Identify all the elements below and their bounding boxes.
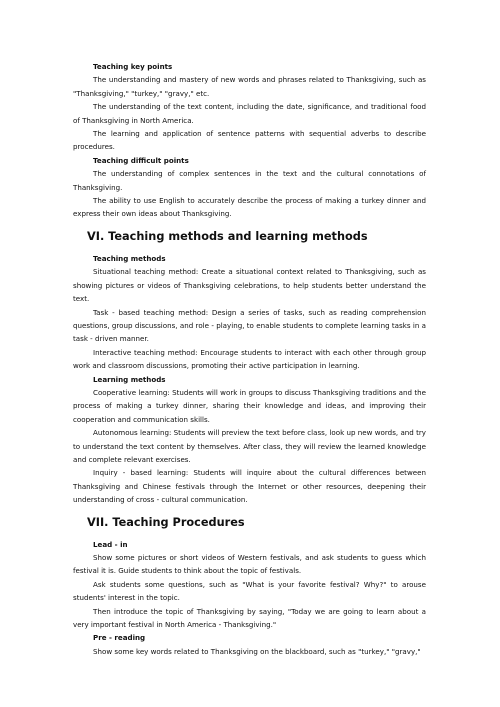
subheading-lead-in: Lead - in xyxy=(93,539,128,549)
paragraph: Inquiry - based learning: Students will inquire about the cultural differences between Thanksgiving and Chinese festivals through the Internet or other resources, deepening their understanding of cross - cultural communication. xyxy=(73,468,426,505)
paragraph: Show some key words related to Thanksgiving on the blackboard, such as "turkey," "gravy," xyxy=(93,646,421,656)
paragraph: Ask students some questions, such as "What is your favorite festival? Why?" to arouse students' interest in the topic. xyxy=(73,579,426,603)
subheading-difficult-points: Teaching difficult points xyxy=(93,155,189,165)
paragraph: Then introduce the topic of Thanksgiving by saying, "Today we are going to learn about a very important festival in North America - Thanksgiving." xyxy=(73,606,426,630)
paragraph: The ability to use English to accurately describe the process of making a turkey dinner and express their own ideas about Thanksgiving. xyxy=(73,196,426,219)
section-heading-methods: VI. Teaching methods and learning methods xyxy=(87,229,368,243)
paragraph: The understanding and mastery of new words and phrases related to Thanksgiving, such as "Thanksgiving," "turkey," "gravy," etc. xyxy=(73,75,426,98)
paragraph: Cooperative learning: Students will work in groups to discuss Thanksgiving traditions and the process of making a turkey dinner, sharing their knowledge and ideas, and improving their cooperation and communication skills. xyxy=(73,387,426,424)
subheading-learning-methods: Learning methods xyxy=(93,374,166,384)
paragraph: The understanding of the text content, including the date, significance, and traditional food of Thanksgiving in North America. xyxy=(73,102,426,125)
subheading-teaching-methods: Teaching methods xyxy=(93,253,166,263)
document-page xyxy=(73,60,426,658)
paragraph: The learning and application of sentence patterns with sequential adverbs to describe procedures. xyxy=(73,129,426,152)
paragraph: Task - based teaching method: Design a series of tasks, such as reading comprehension questions, group discussions, and role - playing, to enable students to complete learning tasks in a task - driven manner. xyxy=(73,307,426,344)
paragraph: The understanding of complex sentences in the text and the cultural connotations of Thanksgiving. xyxy=(73,169,426,192)
paragraph: Autonomous learning: Students will preview the text before class, look up new words, and try to understand the text content by themselves. After class, they will review the learned knowledge and complete relevant exercises. xyxy=(73,428,426,464)
paragraph: Situational teaching method: Create a situational context related to Thanksgiving, such as showing pictures or videos of Thanksgiving celebrations, to help students better understand the text. xyxy=(73,267,426,304)
paragraph: Interactive teaching method: Encourage students to interact with each other through group work and classroom discussions, promoting their active participation in learning. xyxy=(73,347,426,371)
subheading-key-points: Teaching key points xyxy=(93,62,173,71)
section-heading-procedures: VII. Teaching Procedures xyxy=(87,515,245,529)
paragraph: Show some pictures or short videos of Western festivals, and ask students to guess which festival it is. Guide students to think about the topic of festivals. xyxy=(73,553,426,576)
subheading-pre-reading: Pre - reading xyxy=(93,633,146,643)
